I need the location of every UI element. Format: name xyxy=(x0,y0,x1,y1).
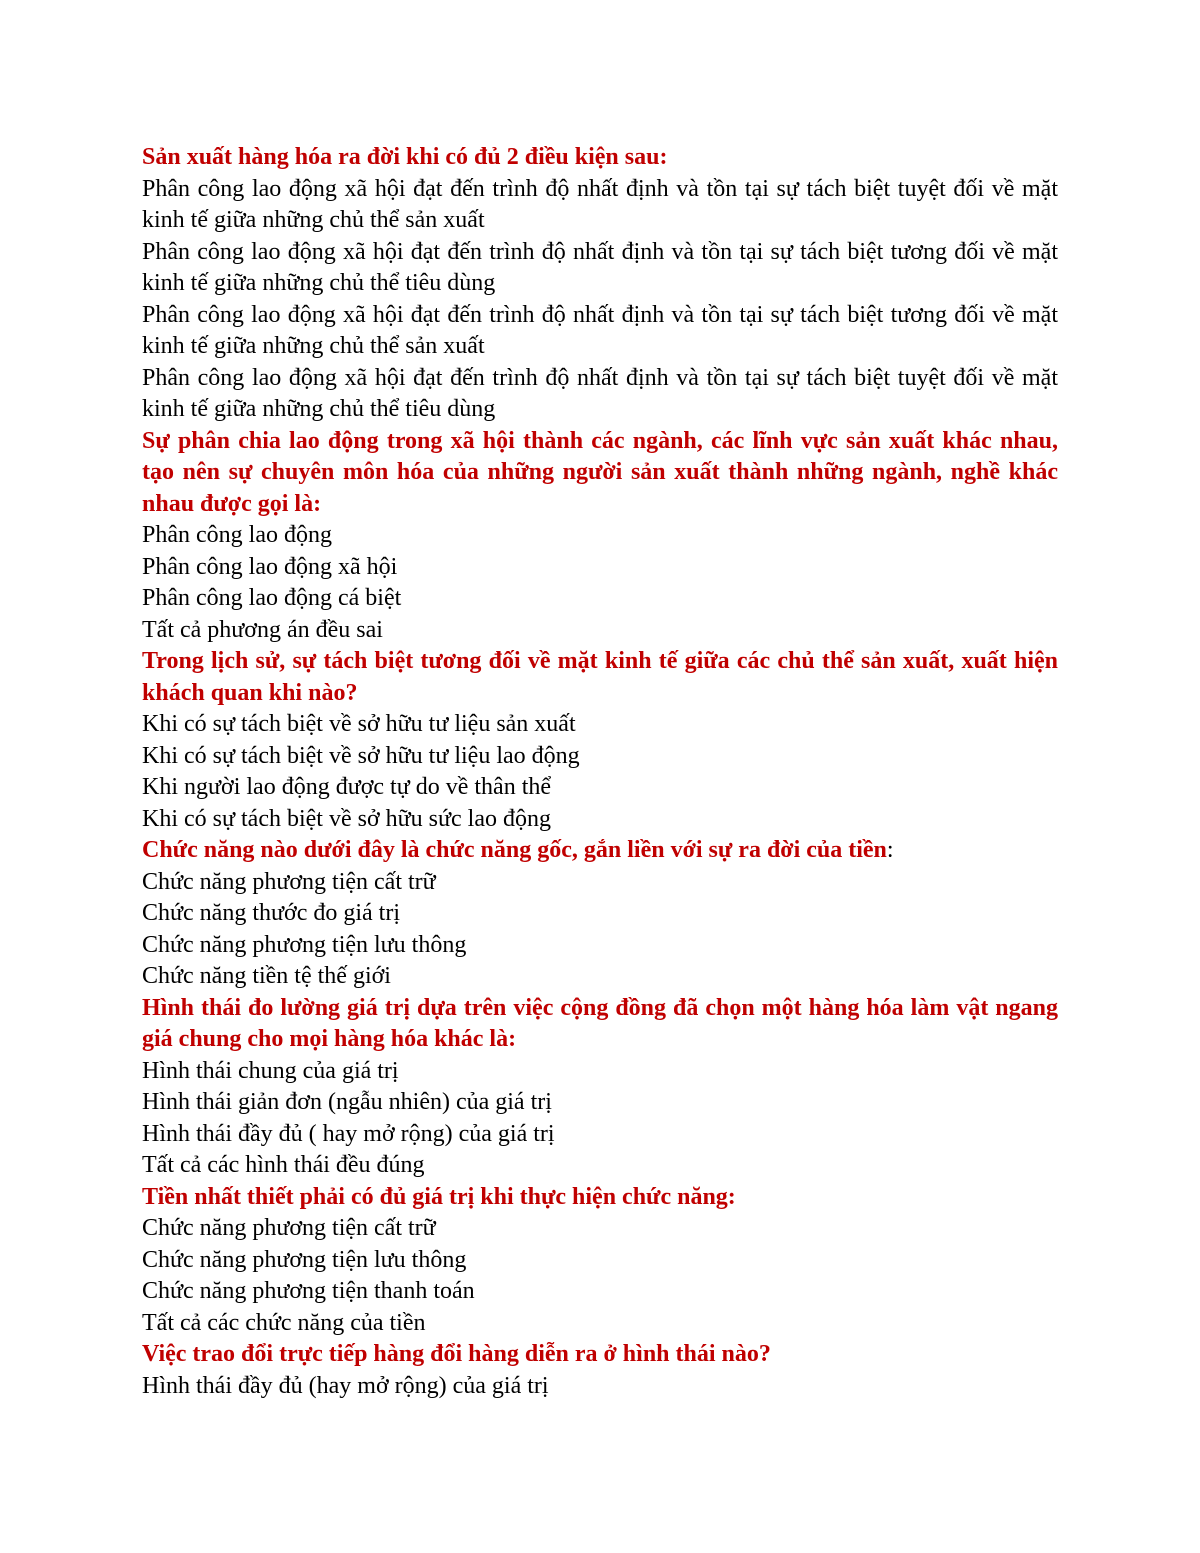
question-text: Sản xuất hàng hóa ra đời khi có đủ 2 điều kiện sau: xyxy=(142,144,668,170)
question-block-7 xyxy=(142,1339,1058,1402)
answer-option: Chức năng phương tiện lưu thông xyxy=(142,931,467,958)
answer-option: Phân công lao động cá biệt xyxy=(142,585,402,611)
answer-option: Tất cả các hình thái đều đúng xyxy=(142,1152,425,1178)
question-text: Trong lịch sử, sự tách biệt tương đối về mặt kinh tế giữa các chủ thể sản xuất, xuất hiện khách quan khi nào? xyxy=(142,648,1058,706)
question-block-2 xyxy=(142,426,1058,647)
answer-option: Phân công lao động xyxy=(142,522,332,548)
answer-option: Hình thái đầy đủ ( hay mở rộng) của giá trị xyxy=(142,1120,555,1147)
answer-option: Chức năng phương tiện cất trữ xyxy=(142,1215,436,1241)
question-text: Hình thái đo lường giá trị dựa trên việc cộng đồng đã chọn một hàng hóa làm vật ngang giá chung cho mọi hàng hóa khác là: xyxy=(142,994,1058,1052)
question-text: Việc trao đổi trực tiếp hàng đổi hàng diễn ra ở hình thái nào? xyxy=(142,1341,771,1367)
answer-option: Tất cả các chức năng của tiền xyxy=(142,1309,426,1336)
answer-option: Hình thái chung của giá trị xyxy=(142,1057,399,1084)
answer-option: Khi có sự tách biệt về sở hữu tư liệu sản xuất xyxy=(142,711,576,737)
question-block-6 xyxy=(142,1182,1058,1340)
question-block-3 xyxy=(142,646,1058,835)
question-block-5 xyxy=(142,993,1058,1182)
answer-option: Chức năng phương tiện lưu thông xyxy=(142,1246,467,1273)
answer-option: Khi người lao động được tự do về thân thể xyxy=(142,774,552,800)
answer-option: Phân công lao động xã hội đạt đến trình độ nhất định và tồn tại sự tách biệt tuyệt đối về mặt kinh tế giữa những chủ thể tiêu dùng xyxy=(142,364,1058,422)
answer-option: Hình thái giản đơn (ngẫu nhiên) của giá trị xyxy=(142,1089,552,1115)
question-block-4 xyxy=(142,835,1058,993)
answer-option: Phân công lao động xã hội đạt đến trình độ nhất định và tồn tại sự tách biệt tương đối về mặt kinh tế giữa những chủ thể tiêu dùng xyxy=(142,238,1058,296)
answer-option: Tất cả phương án đều sai xyxy=(142,616,383,643)
answer-option: Phân công lao động xã hội đạt đến trình độ nhất định và tồn tại sự tách biệt tuyệt đối về mặt kinh tế giữa những chủ thể sản xuất xyxy=(142,175,1058,233)
answer-option: Chức năng tiền tệ thế giới xyxy=(142,963,391,989)
answer-option: Khi có sự tách biệt về sở hữu tư liệu lao động xyxy=(142,742,580,769)
question-line xyxy=(142,835,1058,867)
question-suffix: : xyxy=(886,837,894,863)
question-text: Tiền nhất thiết phải có đủ giá trị khi thực hiện chức năng: xyxy=(142,1183,736,1210)
answer-option: Phân công lao động xã hội xyxy=(142,553,398,580)
answer-option: Khi có sự tách biệt về sở hữu sức lao động xyxy=(142,805,551,832)
answer-option: Phân công lao động xã hội đạt đến trình độ nhất định và tồn tại sự tách biệt tương đối về mặt kinh tế giữa những chủ thể sản xuất xyxy=(142,301,1058,359)
answer-option: Chức năng phương tiện cất trữ xyxy=(142,868,436,895)
answer-option: Chức năng thước đo giá trị xyxy=(142,900,400,926)
question-block-1 xyxy=(142,142,1058,426)
question-text: Chức năng nào dưới đây là chức năng gốc, gắn liền với sự ra đời của tiền xyxy=(142,837,887,863)
question-text: Sự phân chia lao động trong xã hội thành các ngành, các lĩnh vực sản xuất khác nhau, tạo nên sự chuyên môn hóa của những người sản xuất thành những ngành, nghề khác nhau được gọi là: xyxy=(142,427,1058,517)
answer-option: Chức năng phương tiện thanh toán xyxy=(142,1278,475,1304)
answer-option: Hình thái đầy đủ (hay mở rộng) của giá trị xyxy=(142,1372,549,1399)
